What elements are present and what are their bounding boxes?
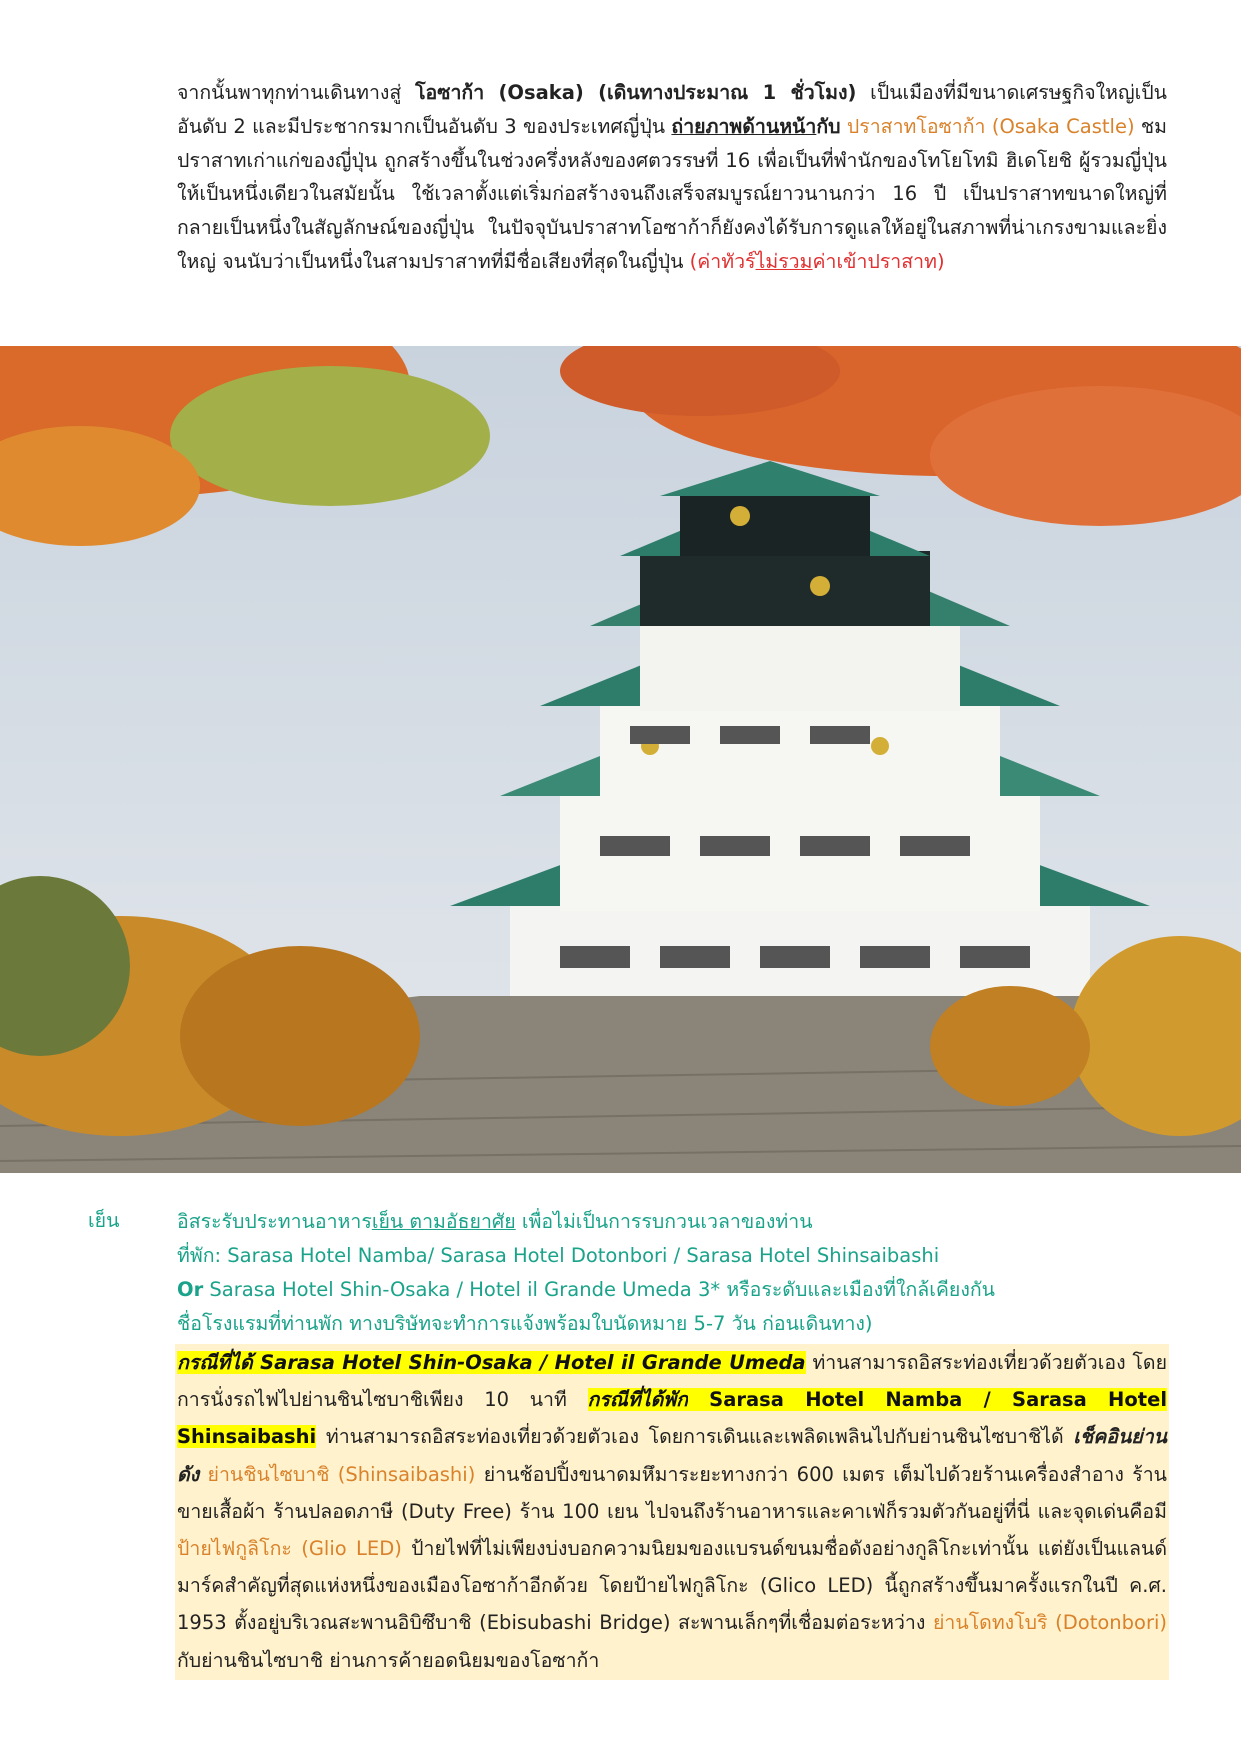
photo-highlight: ถ่ายภาพด้านหน้า xyxy=(671,114,817,138)
castle-name: ปราสาทโอซาก้า (Osaka Castle) xyxy=(840,114,1135,138)
hotel-case-highlight: กรณีที่ได้พัก xyxy=(587,1388,688,1412)
hotel-line: ที่พัก: Sarasa Hotel Namba/ Sarasa Hotel Dotonbori / Sarasa Hotel Shinsaibashi xyxy=(177,1244,940,1267)
dinner-label: เย็น xyxy=(88,1209,120,1232)
shinsaibashi-name: ย่านชินไซบาชิ (Shinsaibashi) xyxy=(199,1462,476,1486)
or-label: Or xyxy=(177,1278,204,1301)
dinner-section xyxy=(177,1205,1177,1341)
note-text: กรณีที่ได้ Sarasa Hotel Shin-Osaka / Hotel il Grande Umeda ท่านสามารถอิสระท่องเที่ยวด้วยตัวเอง โดยการนั่งรถไฟไปย่านชินไซบาชิเพียง 10 นาที กรณีที่ได้พัก Sarasa Hotel Namba / Sarasa Hotel Shinsaibashi ท่านสามารถอิสระท่องเที่ยวด้วยตัวเอง โดยการเดินและเพลิดเพลินไปกับย่านชินไซบาชิได้ เช็คอินย่านดัง ย่านชินไซบาชิ (Shinsaibashi) ย่านช้อปปิ้งขนาดมหึมาระยะทางกว่า 600 เมตร เต็มไปด้วยร้านเครื่องสำอาง ร้านขายเสื้อผ้า ร้านปลอดภาษี (Duty Free) ร้าน 100 เยน ไปจนถึงร้านอาหารและคาเฟ่ก็รวมตัวกันอยู่ที่นี่ และจุดเด่นคือมี ป้ายไฟกูลิโกะ (Glio LED) ป้ายไฟที่ไม่เพียงบ่งบอกความนิยมของแบรนด์ขนมชื่อดังอย่างกูลิโกะเท่านั้น แต่ยังเป็นแลนด์มาร์คสำคัญที่สุดแห่งหนึ่งของเมืองโอซาก้าอีกด้วย โดยป้ายไฟกูลิโกะ (Glico LED) นี้ถูกสร้างขึ้นมาครั้งแรกในปี ค.ศ. 1953 ตั้งอยู่บริเวณสะพานอิบิซึบาชิ (Ebisubashi Bridge) สะพานเล็กๆที่เชื่อมต่อระหว่าง ย่านโดทงโบริ (Dotonbori) กับย่านชินไซบาชิ ย่านการค้ายอดนิยมของโอซาก้า xyxy=(177,1351,1168,1672)
fee-note-excluded: ไม่รวม xyxy=(755,249,813,273)
intro-text: จากนั้นพาทุกท่านเดินทางสู่ xyxy=(177,81,416,104)
castle-illustration xyxy=(0,346,1241,1173)
hotel-case-highlight: กรณีที่ได้ Sarasa Hotel Shin-Osaka / Hotel il Grande Umeda xyxy=(177,1351,806,1374)
fee-note: (ค่าทัวร์ xyxy=(689,249,756,273)
hotel-notice-line: ชื่อโรงแรมที่ท่านพัก ทางบริษัทจะทำการแจ้งพร้อมใบนัดหมาย 5-7 วัน ก่อนเดินทาง) xyxy=(177,1312,873,1335)
dinner-free-note: เย็น ตามอัธยาศัย xyxy=(371,1210,516,1233)
intro-text: เป็นเมืองที่มีขนาดเศรษฐกิจใหญ่เป็นอันดับ 2 และมีประชากรมากเป็นอันดับ 3 ของประเทศญี่ปุ่น xyxy=(177,81,1167,138)
intro-text: ชมปราสาทเก่าแก่ของญี่ปุ่น ถูกสร้างขึ้นในช่วงครึ่งหลังของศตวรรษที่ 16 เพื่อเป็นที่พำนักของโทโยโทมิ ฮิเดโยชิ ผู้รวมญี่ปุ่นให้เป็นหนึ่งเดียวในสมัยนั้น ใช้เวลาตั้งแต่เริ่มก่อสร้างจนถึงเสร็จสมบูรณ์ยาวนานกว่า 16 ปี เป็นปราสาทขนาดใหญ่ที่กลายเป็นหนึ่งในสัญลักษณ์ของญี่ปุ่น ในปัจจุบันปราสาทโอซาก้าก็ยังคงได้รับการดูแลให้อยู่ในสภาพที่น่าเกรงขามและยิ่งใหญ่ จนนับว่าเป็นหนึ่งในสามปราสาทที่มีชื่อเสียงที่สุดในญี่ปุ่น xyxy=(177,114,1167,273)
osaka-castle-photo xyxy=(0,346,1241,1173)
intro-paragraph xyxy=(177,76,1167,279)
osaka-highlight: โอซาก้า (Osaka) (เดินทางประมาณ 1 ชั่วโมง) xyxy=(415,81,857,104)
dinner-line: อิสระรับประทานอาหารเย็น ตามอัธยาศัย เพื่อไม่เป็นการรบกวนเวลาของท่าน xyxy=(177,1210,813,1233)
hotel-case-highlight: Sarasa Hotel Namba / Sarasa Hotel Shinsaibashi xyxy=(177,1388,1168,1449)
hotel-alt-line: Or Sarasa Hotel Shin-Osaka / Hotel il Grande Umeda 3* หรือระดับและเมืองที่ใกล้เคียงกัน xyxy=(177,1278,996,1301)
fee-note: ค่าเข้าปราสาท) xyxy=(812,249,945,273)
dotonbori-name: ย่านโดทงโบริ (Dotonbori) xyxy=(932,1611,1167,1635)
with-text: กับ xyxy=(816,114,841,138)
glico-name: ป้ายไฟกูลิโกะ (Glio LED) xyxy=(177,1537,402,1561)
checkin-label: เช็คอินย่านดัง xyxy=(177,1425,1167,1486)
